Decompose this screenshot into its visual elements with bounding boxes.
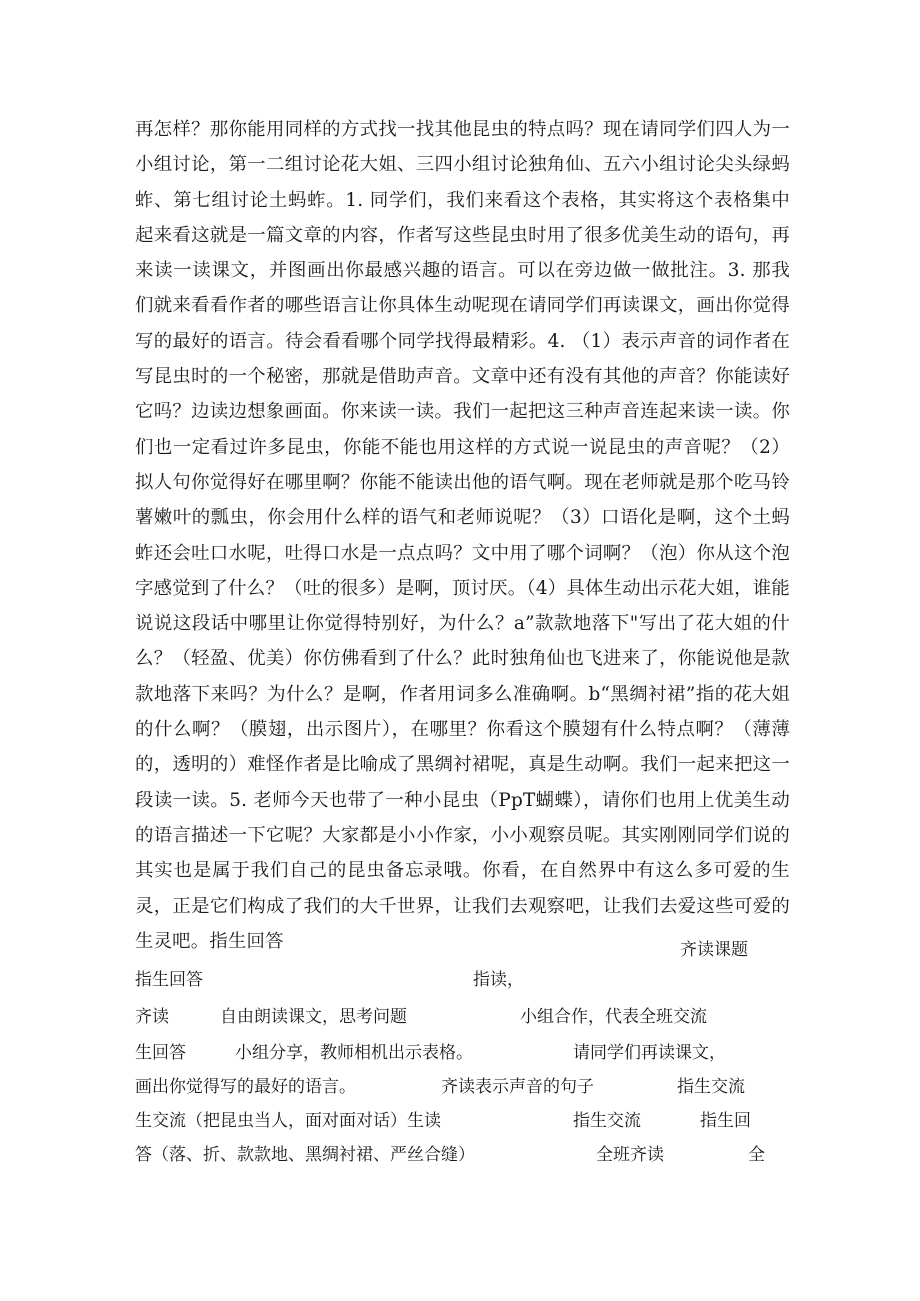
note-text: 指生回答 bbox=[135, 970, 203, 990]
note-text: 指生回 bbox=[700, 1111, 751, 1131]
note-text: 自由朗读课文，思考问题 bbox=[220, 1007, 407, 1027]
note-text: 生回答 bbox=[135, 1043, 186, 1063]
note-text: 画出你觉得写的最好的语言。 bbox=[135, 1077, 356, 1097]
note-text: 请同学们再读课文， bbox=[573, 1043, 726, 1063]
note-text: 全班齐读 bbox=[596, 1145, 664, 1165]
note-text: 齐读表示声音的句子 bbox=[441, 1077, 594, 1097]
note-text: 指读， bbox=[473, 970, 524, 990]
note-text: 齐读课题 bbox=[680, 940, 748, 960]
note-text: 小组分享，教师相机出示表格。 bbox=[235, 1043, 473, 1063]
note-text: 指生交流 bbox=[573, 1111, 641, 1131]
note-text: 指生交流 bbox=[677, 1077, 745, 1097]
note-text: 答（落、折、款款地、黑绸衬裙、严丝合缝） bbox=[135, 1145, 475, 1165]
note-text: 齐读 bbox=[135, 1007, 169, 1027]
lesson-paragraph: 再怎样？那你能用同样的方式找一找其他昆虫的特点吗？现在请同学们四人为一小组讨论，第一二组讨论花大姐、三四小组讨论独角仙、五六小组讨论尖头绿蚂蚱、第七组讨论土蚂蚱。1. 同学们，我们来看这个表格，其实将这个表格集中起来看这就是一篇文章的内容，作者写这些昆虫时用了很多优美生动的语句，再来读一读课文，并图画出你最感兴趣的语言。可以在旁边做一做批注。3. 那我们就来看看作者的哪些语言让你具体生动呢现在请同学们再读课文，画出你觉得写的最好的语言。待会看看哪个同学找得最精彩。4. （1）表示声音的词作者在写昆虫时的一个秘密，那就是借助声音。文章中还有没有其他的声音？你能读好它吗？边读边想象画面。你来读一读。我们一起把这三种声音连起来读一读。你们也一定看过许多昆虫，你能不能也用这样的方式说一说昆虫的声音呢？（2）拟人句你觉得好在哪里啊？你能不能读出他的语气啊。现在老师就是那个吃马铃薯嫩叶的瓢虫，你会用什么样的语气和老师说呢？（3）口语化是啊，这个土蚂蚱还会吐口水呢，吐得口水是一点点吗？文中用了哪个词啊？（泡）你从这个泡字感觉到了什么？（吐的很多）是啊，顶讨厌。（4）具体生动出示花大姐，谁能说说这段话中哪里让你觉得特别好，为什么？a”款款地落下"写出了花大姐的什么？（轻盈、优美）你仿佛看到了什么？此时独角仙也飞进来了，你能说他是款款地落下来吗？为什么？是啊，作者用词多么准确啊。b“黑绸衬裙”指的花大姐的什么啊？（膜翅，出示图片），在哪里？你看这个膜翅有什么特点啊？（薄薄的，透明的）难怪作者是比喻成了黑绸衬裙呢，真是生动啊。我们一起来把这一段读一读。5. 老师今天也带了一种小昆虫（PpT蝴蝶），请你们也用上优美生动的语言描述一下它呢？大家都是小小作家，小小观察员呢。其实刚刚同学们说的其实也是属于我们自己的昆虫备忘录哦。你看，在自然界中有这么多可爱的生灵，正是它们构成了我们的大千世界，让我们去观察吧，让我们去爱这些可爱的生灵吧。指生回答 bbox=[135, 119, 790, 952]
note-text: 全 bbox=[748, 1145, 765, 1165]
note-text: 小组合作，代表全班交流 bbox=[520, 1007, 707, 1027]
note-text: 生交流（把昆虫当人，面对面对话）生读 bbox=[135, 1111, 441, 1131]
